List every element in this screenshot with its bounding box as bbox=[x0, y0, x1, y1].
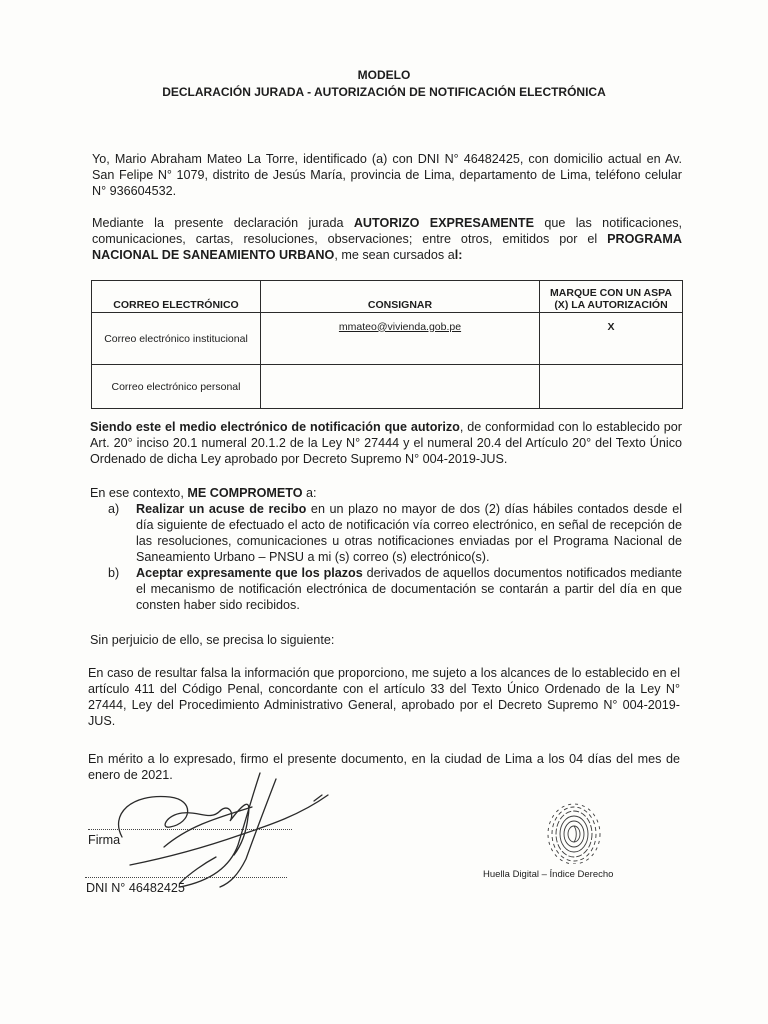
list-item-label: b) bbox=[108, 566, 120, 580]
commitment-list bbox=[108, 501, 682, 613]
table-header-marque: MARQUE CON UN ASPA (X) LA AUTORIZACIÓN bbox=[540, 281, 683, 313]
list-item-label: a) bbox=[108, 502, 120, 516]
declaration-bold-programa: PROGRAMA NACIONAL DE SANEAMIENTO URBANO bbox=[92, 232, 682, 262]
contexto-pre: En ese contexto, bbox=[90, 486, 188, 500]
dni-line bbox=[85, 877, 287, 878]
medio-paragraph bbox=[90, 419, 682, 467]
email-authorization-table bbox=[91, 280, 683, 409]
table-cell-mark bbox=[540, 365, 683, 409]
table-cell-type: Correo electrónico institucional bbox=[92, 313, 261, 365]
document-title: DECLARACIÓN JURADA - AUTORIZACIÓN DE NOTIFICACIÓN ELECTRÓNICA bbox=[162, 85, 606, 99]
fingerprint-icon bbox=[541, 800, 607, 864]
list-item bbox=[108, 501, 682, 565]
table-header-correo: CORREO ELECTRÓNICO bbox=[92, 281, 261, 313]
declaration-bold-end: l: bbox=[454, 248, 463, 262]
list-item-bold: Aceptar expresamente que los plazos bbox=[136, 566, 363, 580]
list-item-rest: derivados de aquellos documentos notificados mediante el mecanismo de notificación electrónica de documentación se contarán a partir del día en que consten haber sido recibidos. bbox=[136, 566, 682, 612]
document-header-modelo: MODELO bbox=[357, 68, 411, 82]
medio-bold: Siendo este el medio electrónico de notificación que autorizo bbox=[90, 420, 460, 434]
firma-label: Firma bbox=[88, 833, 121, 847]
list-item-bold: Realizar un acuse de recibo bbox=[136, 502, 307, 516]
declaration-pre: Mediante la presente declaración jurada bbox=[92, 216, 354, 230]
table-cell-type: Correo electrónico personal bbox=[92, 365, 261, 409]
fingerprint-label: Huella Digital – Índice Derecho bbox=[483, 869, 614, 880]
intro-paragraph: Yo, Mario Abraham Mateo La Torre, identificado (a) con DNI N° 46482425, con domicilio actual en Av. San Felipe N° 1079, distrito de Jesús María, provincia de Lima, departamento de Lima, teléfono celular N° 936604532. bbox=[92, 152, 682, 198]
table-header-consignar: CONSIGNAR bbox=[261, 281, 540, 313]
falsa-paragraph: En caso de resultar falsa la información que proporciono, me sujeto a los alcances de lo establecido en el artículo 411 del Código Penal, concordante con el artículo 33 del Texto Único Ordenado de la Ley N° 27444, Ley del Procedimiento Administrativo General, aprobado por el Decreto Supremo N° 004-2019-JUS. bbox=[88, 666, 680, 728]
authorization-mark: X bbox=[607, 320, 615, 333]
table-cell-value bbox=[261, 365, 540, 409]
declaration-bold-autorizo: AUTORIZO EXPRESAMENTE bbox=[353, 216, 534, 230]
declaration-paragraph bbox=[92, 215, 682, 263]
contexto-bold: ME COMPROMETO bbox=[187, 486, 303, 500]
list-item-text bbox=[136, 565, 682, 613]
merito-paragraph: En mérito a lo expresado, firmo el presente documento, en la ciudad de Lima a los 04 días del mes de enero de 2021. bbox=[88, 752, 680, 782]
dni-label: DNI N° 46482425 bbox=[86, 881, 185, 895]
perjuicio-paragraph: Sin perjuicio de ello, se precisa lo siguiente: bbox=[90, 633, 335, 647]
medio-rest: , de conformidad con lo establecido por Art. 20° inciso 20.1 numeral 20.1.2 de la Ley N° 27444 y el numeral 20.4 del Artículo 20° del Texto Único Ordenado de dicha Ley aprobado por Decreto Supremo N° 004-2019-JUS. bbox=[90, 420, 683, 466]
contexto-paragraph bbox=[90, 485, 682, 501]
signature-line bbox=[88, 829, 292, 830]
table-row bbox=[92, 365, 683, 409]
table-cell-value bbox=[261, 313, 540, 365]
declaration-mid: que las notificaciones, comunicaciones, cartas, resoluciones, observaciones; entre otros, emitidos por el bbox=[92, 216, 682, 246]
handwritten-signature bbox=[70, 755, 340, 895]
table-cell-mark bbox=[540, 313, 683, 365]
list-item bbox=[108, 565, 682, 613]
table-row bbox=[92, 313, 683, 365]
list-item-text bbox=[136, 501, 682, 565]
table-header-row bbox=[92, 281, 683, 313]
email-value: mmateo@vivienda.gob.pe bbox=[338, 320, 462, 333]
contexto-post: a: bbox=[302, 486, 317, 500]
declaration-post: , me sean cursados a bbox=[334, 248, 455, 262]
list-item-rest: en un plazo no mayor de dos (2) días hábiles contados desde el día siguiente de efectuado el acto de notificación vía correo electrónico, en señal de recepción de las resoluciones, comunicaciones u otras notificaciones enviadas por el Programa Nacional de Saneamiento Urbano – PNSU a mi (s) correo (s) electrónico(s). bbox=[136, 502, 682, 564]
